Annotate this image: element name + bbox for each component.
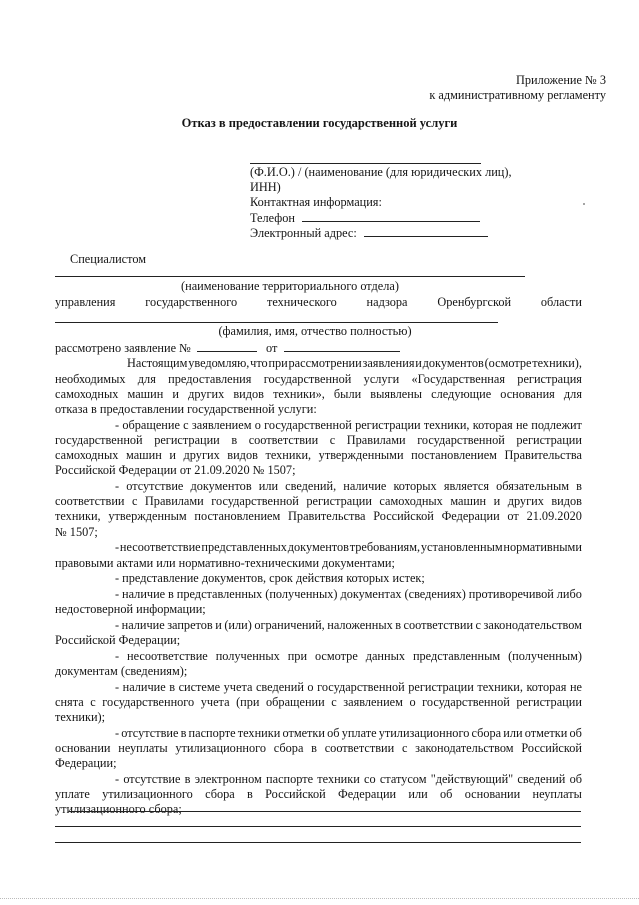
word: соответствии: [55, 494, 125, 508]
word: -: [115, 772, 120, 786]
word: о: [307, 680, 314, 694]
item7-line: документам (сведениям);: [55, 664, 188, 678]
word: государственного: [145, 295, 238, 309]
word: Правилами: [346, 433, 406, 447]
word: Правительства: [504, 448, 582, 462]
word: регистрации: [355, 418, 421, 432]
item1-line: [55, 448, 582, 462]
word: (или): [224, 618, 252, 632]
word: технического: [266, 295, 337, 309]
word: о: [254, 418, 261, 432]
office-line: [55, 295, 582, 309]
word: системе: [178, 680, 221, 694]
from-label: от: [266, 341, 278, 355]
word: несоответствие: [127, 649, 208, 663]
word: в: [231, 433, 238, 447]
word: в: [576, 479, 582, 493]
word: надзора: [366, 295, 408, 309]
word: данных: [365, 649, 406, 663]
word: с: [90, 695, 96, 709]
word: постановлением: [194, 509, 281, 523]
word: других: [183, 448, 220, 462]
word: уведомляю,: [188, 356, 250, 370]
word: со: [364, 772, 376, 786]
specialist-name-line: [55, 322, 498, 323]
word: (осмотре: [484, 356, 532, 370]
word: «Государственная: [411, 372, 505, 386]
word: обязательным: [496, 479, 570, 493]
word: государственной: [317, 680, 405, 694]
word: отсутствие: [123, 772, 181, 786]
word: Правилами: [144, 494, 204, 508]
word: необходимых: [55, 372, 126, 386]
email-label: Электронный адрес:: [250, 226, 357, 240]
word: обращение: [122, 418, 180, 432]
word: -: [115, 649, 120, 663]
word: в: [395, 618, 402, 632]
word: регистрации: [516, 695, 582, 709]
word: области: [540, 295, 582, 309]
word: заявления: [362, 356, 415, 370]
word: выявлены: [370, 387, 423, 401]
item9-line: [55, 741, 582, 755]
word: не: [515, 418, 528, 432]
item6-line: Российской Федерации;: [55, 633, 181, 647]
item7-line: [115, 649, 582, 663]
blank-line-2: [55, 826, 581, 827]
word: от: [507, 509, 519, 523]
word: о: [409, 695, 416, 709]
word: Российской: [265, 787, 326, 801]
word: основании: [55, 741, 111, 755]
word: государственной: [211, 494, 299, 508]
word: с: [329, 433, 336, 447]
word: сведений,: [285, 479, 337, 493]
word: государственной: [417, 433, 505, 447]
word: представленных: [201, 540, 287, 554]
word: учета: [200, 695, 230, 709]
recipient-caption: (Ф.И.О.) / (наименование (для юридических лиц),: [250, 165, 512, 179]
word: в: [184, 772, 191, 786]
word: неуплаты: [532, 787, 582, 801]
word: электронном: [194, 772, 262, 786]
intro-line: [55, 387, 582, 401]
word: нормативными: [503, 540, 582, 554]
intro-line: [127, 356, 582, 370]
word: техники: [317, 772, 360, 786]
word: или: [408, 787, 428, 801]
word: и: [415, 356, 422, 370]
word: или: [503, 726, 523, 740]
item1-line: [115, 418, 582, 432]
word: техники,: [423, 418, 470, 432]
word: в: [180, 726, 187, 740]
word: в: [311, 741, 317, 755]
recipient-name-line: [250, 163, 481, 164]
blank-line-3: [55, 842, 581, 843]
department-caption: (наименование территориального отдела): [181, 279, 399, 293]
word: (полученным): [508, 649, 582, 663]
word: Федерации: [338, 787, 397, 801]
word: сбора: [273, 741, 304, 755]
item3-line: правовыми актами или нормативно-техническими документами;: [55, 556, 395, 570]
word: наложенных: [327, 618, 393, 632]
word: заявлением: [191, 418, 252, 432]
word: видов: [227, 448, 258, 462]
phone-blank: [302, 210, 480, 222]
item10-line: [115, 772, 582, 786]
word: (при: [236, 695, 260, 709]
word: отсутствие: [126, 479, 184, 493]
word: утвержденными: [318, 448, 404, 462]
appendix-number: Приложение № 3: [515, 73, 606, 87]
specialist-label: Специалистом: [70, 252, 147, 266]
word: документов: [287, 540, 349, 554]
word: с: [475, 618, 481, 632]
word: снята: [55, 695, 84, 709]
word: наличие: [121, 618, 165, 632]
word: следующие: [431, 387, 492, 401]
word: несоответствие: [119, 540, 201, 554]
word: противоречивой: [468, 587, 554, 601]
word: соответствии: [403, 618, 474, 632]
word: (сведениях): [404, 587, 466, 601]
item5-line: недостоверной информации;: [55, 602, 206, 616]
appendix-reference: к административному регламенту: [429, 88, 606, 102]
item4-line: - представление документов, срок действия которых истек;: [115, 571, 425, 585]
word: и: [493, 494, 501, 508]
word: сбора: [471, 726, 502, 740]
contact-info-label: Контактная информация:: [250, 195, 382, 209]
word: представленных: [176, 587, 263, 601]
word: отметки: [282, 726, 325, 740]
intro-line: отказа в предоставлении государственной услуги:: [55, 402, 317, 416]
item1-line: [55, 433, 582, 447]
word: и: [169, 448, 176, 462]
email-blank: [364, 225, 488, 237]
item6-line: [115, 618, 582, 632]
word: -: [115, 418, 120, 432]
word: отметки: [524, 726, 568, 740]
word: -: [115, 618, 120, 632]
phone-field: [250, 210, 480, 225]
word: запретов: [167, 618, 213, 632]
application-reference: [55, 340, 400, 355]
word: других: [507, 494, 544, 508]
word: видов: [233, 387, 264, 401]
word: видов: [551, 494, 582, 508]
word: регистрации: [154, 433, 220, 447]
word: Оренбургской: [437, 295, 512, 309]
word: регистрации: [408, 680, 474, 694]
document-title: Отказ в предоставлении государственной услуги: [181, 116, 458, 130]
word: Российской: [373, 509, 434, 523]
word: самоходных: [379, 494, 443, 508]
word: Правительства: [288, 509, 366, 523]
word: государственной: [55, 433, 143, 447]
word: государственной: [422, 695, 510, 709]
scan-speck: [583, 203, 585, 205]
word: паспорте: [266, 772, 314, 786]
word: основании: [464, 787, 521, 801]
word: других: [188, 387, 225, 401]
word: регистрация: [517, 372, 582, 386]
word: техники,: [265, 448, 312, 462]
word: машин: [127, 387, 164, 401]
word: неуплаты: [118, 741, 168, 755]
word: которых: [393, 479, 437, 493]
word: с: [331, 695, 337, 709]
recipient-inn: ИНН): [250, 180, 281, 194]
word: об: [327, 726, 340, 740]
word: техники: [237, 726, 281, 740]
word: утилизационного: [378, 726, 470, 740]
word: наличие: [122, 680, 166, 694]
word: наличие: [122, 587, 166, 601]
word: документов: [422, 356, 484, 370]
word: установленным: [420, 540, 503, 554]
word: для: [563, 387, 582, 401]
word: машин: [126, 448, 162, 462]
word: Российской: [521, 741, 582, 755]
department-line: [55, 276, 525, 277]
word: постановлением: [411, 448, 497, 462]
word: уплате: [55, 787, 90, 801]
item2-line: [55, 509, 582, 523]
item9-line: [115, 726, 582, 740]
item2-line: № 1507;: [55, 525, 98, 539]
word: техники,: [55, 509, 101, 523]
word: требованиям,: [349, 540, 421, 554]
item8-line: [115, 680, 582, 694]
word: об: [569, 772, 582, 786]
word: которая: [472, 418, 513, 432]
word: документах: [340, 587, 402, 601]
item2-line: [55, 494, 582, 508]
word: сведений: [255, 680, 304, 694]
word: регистрации: [306, 494, 372, 508]
specialist-name-caption: (фамилия, имя, отчество полностью): [218, 324, 412, 338]
word: с: [401, 741, 408, 755]
word: при: [268, 356, 288, 370]
item2-line: [115, 479, 582, 493]
word: которая: [526, 680, 567, 694]
word: услуги: [363, 372, 400, 386]
word: что: [250, 356, 268, 370]
word: в: [169, 680, 176, 694]
word: документов: [190, 479, 252, 493]
word: техники,: [477, 680, 523, 694]
word: -: [115, 587, 120, 601]
word: предоставления: [168, 372, 252, 386]
word: с: [131, 494, 138, 508]
word: государственной: [263, 372, 352, 386]
word: утилизационного: [175, 741, 267, 755]
item1-line: Российской Федерации от 21.09.2020 № 1507;: [55, 463, 296, 477]
item10-line: утилизационного сбора;: [55, 802, 182, 816]
word: отсутствие: [121, 726, 179, 740]
word: сведений: [517, 772, 566, 786]
word: соответствии: [248, 433, 319, 447]
word: не: [569, 680, 582, 694]
word: учета: [223, 680, 253, 694]
item9-line: Федерации;: [55, 756, 117, 770]
word: представленным: [412, 649, 501, 663]
intro-line: [55, 372, 582, 386]
word: уплате: [341, 726, 377, 740]
word: техники),: [532, 356, 582, 370]
word: регистрации: [516, 433, 582, 447]
word: техники»,: [273, 387, 325, 401]
word: и: [172, 387, 179, 401]
word: полученных: [215, 649, 280, 663]
word: утилизационного: [102, 787, 193, 801]
word: 21.09.2020: [526, 509, 582, 523]
email-field: [250, 225, 488, 240]
application-date-blank: [284, 340, 400, 352]
item10-line: [55, 787, 582, 801]
word: -: [115, 479, 120, 493]
word: является: [443, 479, 490, 493]
word: паспорте: [188, 726, 236, 740]
word: подлежит: [531, 418, 582, 432]
word: ограничений,: [254, 618, 325, 632]
word: Настоящим: [127, 356, 188, 370]
scan-edge: [0, 898, 639, 899]
word: обращении: [266, 695, 325, 709]
word: об: [569, 726, 582, 740]
word: с: [183, 418, 189, 432]
word: законодательством: [483, 618, 582, 632]
word: осмотре: [314, 649, 358, 663]
blank-line-1: [69, 811, 581, 812]
word: рассмотрении: [288, 356, 362, 370]
word: государственного: [102, 695, 195, 709]
word: заявлением: [343, 695, 403, 709]
reviewed-label: рассмотрено заявление №: [55, 341, 191, 355]
word: законодательством: [415, 741, 514, 755]
word: наличие: [343, 479, 387, 493]
word: или: [258, 479, 279, 493]
item5-line: [115, 587, 582, 601]
word: основания: [500, 387, 555, 401]
word: для: [137, 372, 156, 386]
word: Федерации: [441, 509, 500, 523]
word: государственной: [264, 418, 352, 432]
word: самоходных: [55, 387, 119, 401]
word: в: [168, 587, 174, 601]
word: либо: [556, 587, 582, 601]
item8-line: [55, 695, 582, 709]
word: об: [440, 787, 453, 801]
phone-label: Телефон: [250, 211, 295, 225]
word: сбора: [205, 787, 235, 801]
application-number-blank: [197, 340, 257, 352]
word: при: [287, 649, 308, 663]
word: и: [215, 618, 222, 632]
word: управления: [55, 295, 116, 309]
word: машин: [450, 494, 487, 508]
word: статусом: [379, 772, 427, 786]
word: -: [115, 680, 120, 694]
word: -: [115, 540, 120, 554]
word: "действующий": [430, 772, 514, 786]
word: были: [333, 387, 362, 401]
word: самоходных: [55, 448, 119, 462]
word: (полученных): [265, 587, 338, 601]
word: в: [247, 787, 253, 801]
item3-line: [115, 540, 582, 554]
word: соответствии: [324, 741, 395, 755]
word: -: [115, 726, 120, 740]
item8-line: техники);: [55, 710, 106, 724]
word: утвержденным: [108, 509, 187, 523]
